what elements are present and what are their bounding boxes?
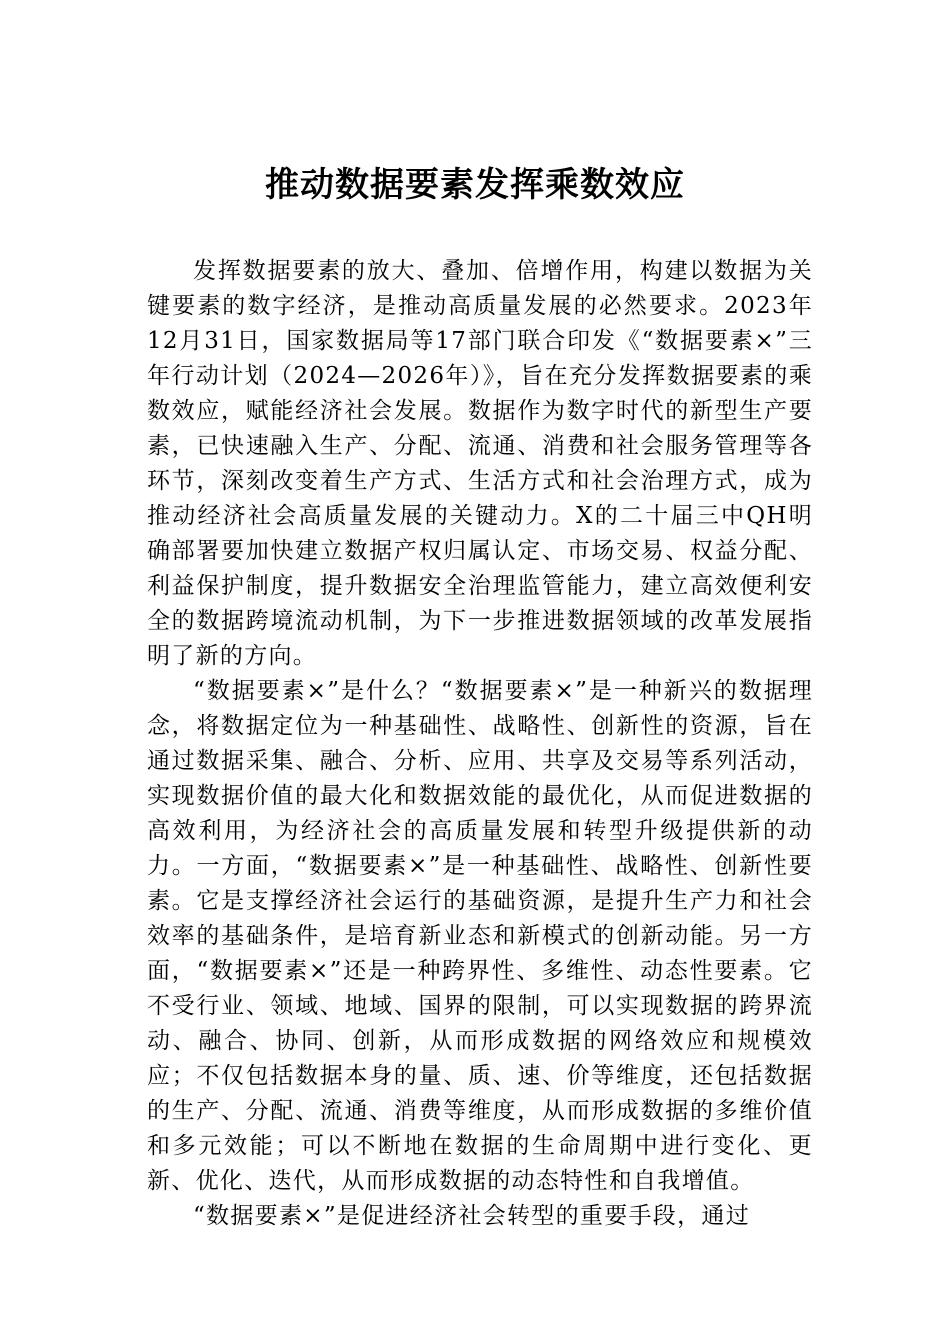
paragraph-1: 发挥数据要素的放大、叠加、倍增作用，构建以数据为关键要素的数字经济，是推动高质量发展的必然要求。2023年12月31日，国家数据局等17部门联合印发《“数据要素×”三年行动计划（2024—2026年）》，旨在充分发挥数据要素的乘数效应，赋能经济社会发展。数据作为数字时代的新型生产要素，已快速融入生产、分配、流通、消费和社会服务管理等各环节，深刻改变着生产方式、生活方式和社会治理方式，成为推动经济社会高质量发展的关键动力。X的二十届三中QH明确部署要加快建立数据产权归属认定、市场交易、权益分配、利益保护制度，提升数据安全治理监管能力，建立高效便利安全的数据跨境流动机制，为下一步推进数据领域的改革发展指明了新的方向。	[147, 258, 813, 669]
paragraph-2: “数据要素×”是什么？“数据要素×”是一种新兴的数据理念，将数据定位为一种基础性、战略性、创新性的资源，旨在通过数据采集、融合、分析、应用、共享及交易等系列活动，实现数据价值的最大化和数据效能的最优化，从而促进数据的高效利用，为经济社会的高质量发展和转型升级提供新的动力。一方面，“数据要素×”是一种基础性、战略性、创新性要素。它是支撑经济社会运行的基础资源，是提升生产力和社会效率的基础条件，是培育新业态和新模式的创新动能。另一方面，“数据要素×”还是一种跨界性、多维性、动态性要素。它不受行业、领域、地域、国界的限制，可以实现数据的跨界流动、融合、协同、创新，从而形成数据的网络效应和规模效应；不仅包括数据本身的量、质、速、价等维度，还包括数据的生产、分配、流通、消费等维度，从而形成数据的多维价值和多元效能；可以不断地在数据的生命周期中进行变化、更新、优化、迭代，从而形成数据的动态特性和自我增值。	[147, 678, 813, 1194]
document-title: 推动数据要素发挥乘数效应	[265, 165, 685, 205]
paragraph-3: “数据要素×”是促进经济社会转型的重要手段，通过	[193, 1203, 750, 1229]
document-body	[147, 254, 813, 1234]
